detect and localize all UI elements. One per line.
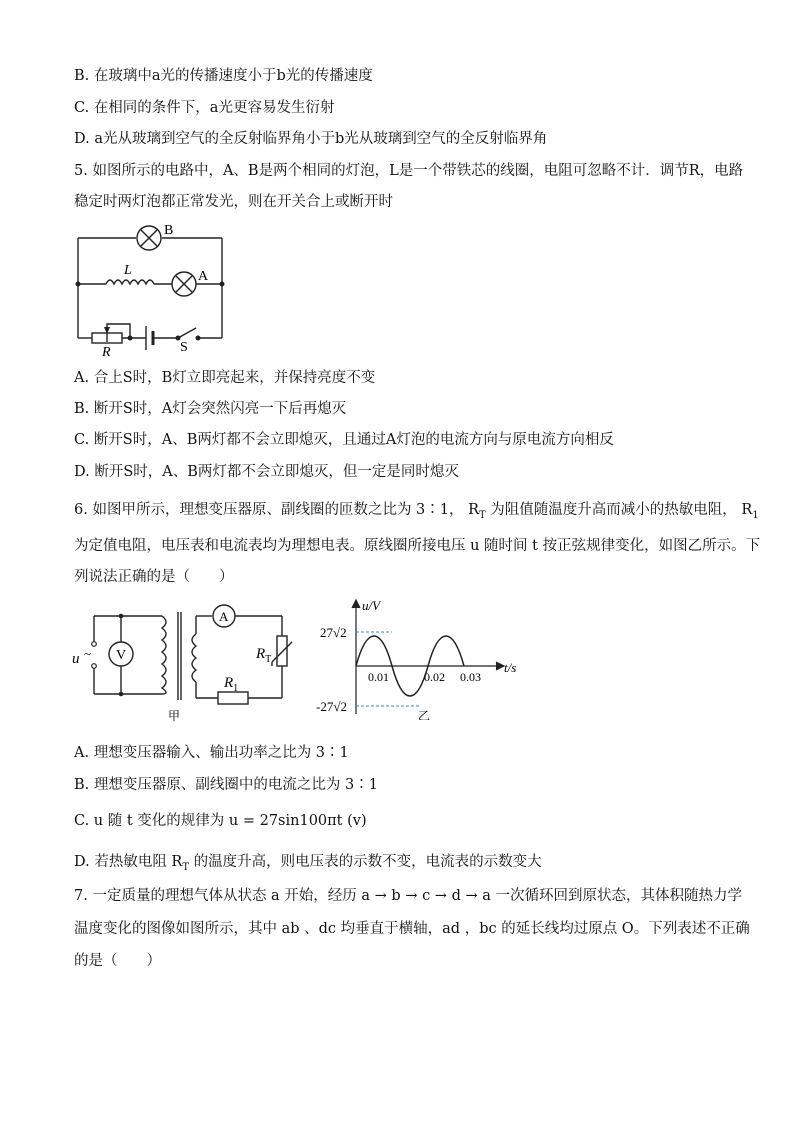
q7-stem-line2: 温度变化的图像如图所示，其中 ab 、dc 均垂直于横轴，ad ，bc 的延长线均过原点 O。下列表述不正确 (74, 921, 750, 937)
q6-stem-line3: 列说法正确的是（ ） (74, 569, 234, 585)
q6-option-d: D. 若热敏电阻 $R_T$ 的温度升高，则电压表的示数不变，电流表的示数变大 (74, 854, 542, 873)
q6-voltmeter-label: V (116, 648, 127, 663)
q5-label-b: B (164, 223, 174, 238)
q5-option-c: C. 断开S时，A、B两灯都不会立即熄灭，且通过A灯泡的电流方向与原电流方向相反 (74, 432, 614, 448)
q6-option-c: C. u 随 t 变化的规律为 u = 27sin100πt (v) (74, 813, 367, 829)
q6-label-u: u (72, 651, 80, 667)
q4-option-d: D. a光从玻璃到空气的全反射临界角小于b光从玻璃到空气的全反射临界角 (74, 131, 548, 147)
q7-stem-line3: 的是（ ） (74, 953, 161, 969)
q6-option-a: A. 理想变压器输入、输出功率之比为 3∶1 (74, 745, 349, 761)
q6-stem-line2: 为定值电阻，电压表和电流表均为理想电表。原线圈所接电压 u 随时间 t 按正弦规律变化，如图乙所示。下 (74, 538, 761, 554)
q6-label-r1: $R_1$ (224, 675, 239, 694)
q6-caption-yi: 乙 (418, 709, 431, 720)
q4-option-c: C. 在相同的条件下，a光更容易发生衍射 (74, 100, 335, 116)
q6-voltage-graph-yi (312, 596, 532, 720)
q6-graph-ybottom: -27√2 (316, 699, 347, 714)
q6-caption-jia: 甲 (168, 709, 181, 723)
q5-option-b: B. 断开S时，A灯会突然闪亮一下后再熄灭 (74, 401, 347, 417)
q6-label-tilde: ~ (84, 646, 92, 661)
q4-option-b: B. 在玻璃中a光的传播速度小于b光的传播速度 (74, 68, 373, 84)
q5-label-l: L (124, 263, 132, 278)
q5-stem-line2: 稳定时两灯泡都正常发光，则在开关合上或断开时 (74, 194, 393, 210)
q6-label-rt: $R_T$ (256, 646, 272, 665)
q6-graph-tick-3: 0.03 (460, 670, 481, 684)
q5-stem-line1: 5. 如图所示的电路中，A、B是两个相同的灯泡，L是一个带铁芯的线圈，电阻可忽略不计．调节R，电路 (74, 163, 744, 179)
q5-label-r: R (102, 345, 111, 358)
q5-option-a: A. 合上S时，B灯立即亮起来，并保持亮度不变 (74, 370, 376, 386)
q5-label-s: S (180, 340, 188, 355)
q6-stem-line1: 6. 如图甲所示，理想变压器原、副线圈的匝数之比为 3∶1， $R_T$ 为阻值随温度升高而减小的热敏电阻， $R_1$ (74, 502, 759, 521)
q7-stem-line1: 7. 一定质量的理想气体从状态 a 开始，经历 a → b → c → d → a 一次循环回到原状态，其体积随热力学 (74, 888, 742, 904)
q6-graph-xlabel: t/s (504, 660, 517, 675)
q6-graph-ytop: 27√2 (320, 625, 347, 640)
q5-label-a: A (198, 269, 209, 284)
q5-circuit-diagram (66, 218, 236, 358)
q6-option-b: B. 理想变压器原、副线圈中的电流之比为 3∶1 (74, 777, 378, 793)
q6-graph-tick-2: 0.02 (424, 670, 445, 684)
q6-ammeter-label: A (219, 609, 229, 624)
q5-option-d: D. 断开S时，A、B两灯都不会立即熄灭，但一定是同时熄灭 (74, 464, 459, 480)
q6-graph-tick-1: 0.01 (368, 670, 389, 684)
q6-circuit-jia (66, 600, 296, 725)
q6-graph-ylabel: u/V (362, 598, 381, 613)
